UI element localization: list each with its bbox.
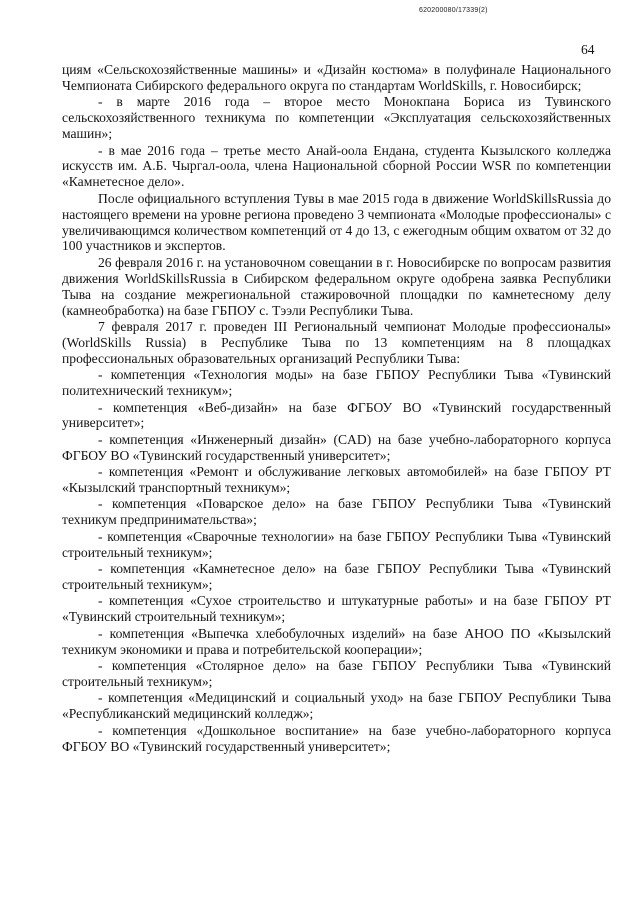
list-item: - компетенция «Сухое строительство и штукатурные работы» и на базе ГБПОУ РТ «Тувинский строительный техникум»; <box>62 593 611 625</box>
list-item: - компетенция «Поварское дело» на базе ГБПОУ Республики Тыва «Тувинский техникум предпринимательства»; <box>62 496 611 528</box>
list-item: - компетенция «Столярное дело» на базе ГБПОУ Республики Тыва «Тувинский строительный техникум»; <box>62 658 611 689</box>
list-item: - компетенция «Дошкольное воспитание» на базе учебно-лабораторного корпуса ФГБОУ ВО «Тувинский государственный университет»; <box>62 722 611 754</box>
paragraph: После официального вступления Тувы в мае 2015 года в движение WorldSkillsRussia до настоящего времени на уровне региона проведено 3 чемпионата «Молодые профессионалы» с увеличивающимся количеством компетенций от 4 до 13, с ежегодным общим охватом от 32 до 100 участников и экспертов. <box>62 190 611 254</box>
list-item: - в мае 2016 года – третье место Анай-оола Ендана, студента Кызылского колледжа искусств им. А.Б. Чыргал-оола, члена Национальной сборной России WSR по компетенции «Камнетесное дело». <box>62 142 611 190</box>
paragraph: 26 февраля 2016 г. на установочном совещании в г. Новосибирске по вопросам развития движения WorldSkillsRussia в Сибирском федеральном округе одобрена заявка Республики Тыва на создание межрегиональной стажировочной площадки по камнетесному делу (камнеобработка) на базе ГБПОУ с. Тээли Республики Тыва. <box>62 254 611 318</box>
list-item: - компетенция «Сварочные технологии» на базе ГБПОУ Республики Тыва «Тувинский строительный техникум»; <box>62 528 611 560</box>
paragraph: 7 февраля 2017 г. проведен III Региональный чемпионат Молодые профессионалы» (WorldSkills Russia) в Республике Тыва по 13 компетенциям на 8 площадках профессиональных образовательных организаций Республики Тыва: <box>62 319 611 366</box>
paragraph-continuation: циям «Сельскохозяйственные машины» и «Дизайн костюма» в полуфинале Национального Чемпионата Сибирского федерального округа по стандартам WorldSkills, г. Новосибирск; <box>62 62 611 93</box>
list-item: - компетенция «Технология моды» на базе ГБПОУ Республики Тыва «Тувинский политехнический техникум»; <box>62 367 611 399</box>
document-code: 620200080/17339(2) <box>419 7 488 14</box>
list-item: - в марте 2016 года – второе место Монокпана Бориса из Тувинского сельскохозяйственного техникума по компетенции «Эксплуатация сельскохозяйственных машин»; <box>62 94 611 142</box>
list-item: - компетенция «Медицинский и социальный уход» на базе ГБПОУ Республики Тыва «Республиканский медицинский колледж»; <box>62 690 611 722</box>
list-item: - компетенция «Ремонт и обслуживание легковых автомобилей» на базе ГБПОУ РТ «Кызылский транспортный техникум»; <box>62 464 611 496</box>
document-body <box>62 62 611 754</box>
list-item: - компетенция «Выпечка хлебобулочных изделий» на базе АНОО ПО «Кызылский техникум экономики и права и потребительской кооперации»; <box>62 625 611 657</box>
list-item: - компетенция «Инженерный дизайн» (CAD) на базе учебно-лабораторного корпуса ФГБОУ ВО «Тувинский государственный университет»; <box>62 431 611 463</box>
page-number: 64 <box>581 42 595 57</box>
list-item: - компетенция «Камнетесное дело» на базе ГБПОУ Республики Тыва «Тувинский строительный техникум»; <box>62 561 611 592</box>
list-item: - компетенция «Веб-дизайн» на базе ФГБОУ ВО «Тувинский государственный университет»; <box>62 399 611 431</box>
